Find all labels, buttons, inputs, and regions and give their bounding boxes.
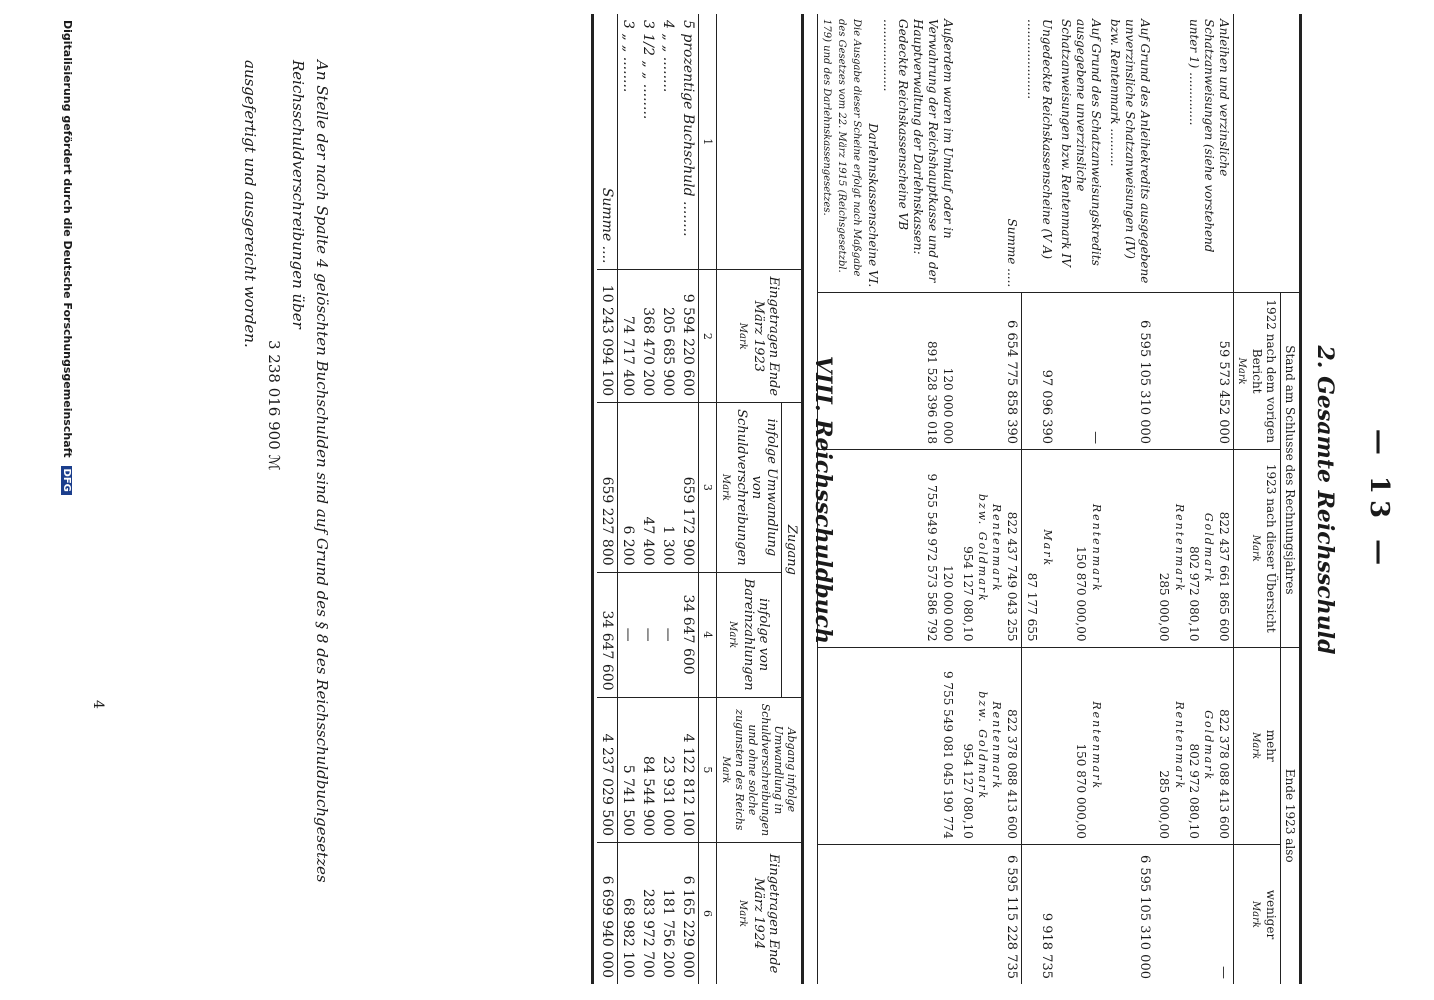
column-number: 2 xyxy=(699,270,717,403)
value-mehr xyxy=(1021,647,1055,844)
table-row xyxy=(1021,14,1055,984)
table-row xyxy=(1105,14,1154,984)
table-row xyxy=(658,14,678,984)
value-weniger: 9 918 735 xyxy=(1021,844,1055,984)
value-weniger: — xyxy=(1154,844,1234,984)
column-number: 3 xyxy=(699,403,717,573)
value-col3: 659 172 900 xyxy=(678,403,699,573)
reichsschuld-table xyxy=(817,14,1302,984)
value-weniger: 6 595 105 310 000 xyxy=(1105,844,1154,984)
value-col3: 6 200 xyxy=(618,403,639,573)
row-label: 4 „ „ ........ xyxy=(660,20,676,93)
closing-paragraph: An Stelle der nach Spalte 4 gelöschten Buchschulden sind auf Grund des § 8 des Reichsschuldbuchgesetzes Reichsschuldverschreibungen über 3 238 016 900 ℳ ausgefertigt und ausgereicht worden. xyxy=(241,60,331,883)
column-number: 5 xyxy=(699,697,717,842)
value-1922: 97 096 390 xyxy=(1021,293,1055,450)
value-mehr xyxy=(1056,647,1105,844)
extra-1923-line: 9 755 549 972 573 586 792 xyxy=(925,473,940,642)
row-label: 3 1/2 „ „ ........ xyxy=(640,20,656,120)
column-number: 6 xyxy=(699,843,717,984)
row-label: 5 prozentige Buchschuld ........ xyxy=(680,20,696,237)
value-1923-line: 822 437 661 865 600 xyxy=(1217,511,1231,642)
table-row xyxy=(1056,14,1105,984)
header-mehr: mehr Mark xyxy=(1234,647,1281,844)
sum-1923 xyxy=(957,450,1021,647)
value-col2: 205 685 900 xyxy=(658,270,678,403)
value-col6: 68 982 100 xyxy=(618,843,639,984)
value-1923 xyxy=(1021,450,1055,647)
value-col3: 1 300 xyxy=(658,403,678,573)
value-1923-line: Rentenmark xyxy=(1089,503,1103,593)
digitization-footer: Digitalisierung gefördert durch die Deutsche Forschungsgemeinschaft DFG xyxy=(61,20,74,495)
extra-row xyxy=(817,14,957,984)
value-col4: 34 647 600 xyxy=(678,572,699,697)
value-col6: 6 165 229 000 xyxy=(678,843,699,984)
sum-mehr-line: 954 127 080,10 xyxy=(960,743,975,839)
header-1923: 1923 nach dieser Übersicht Mark xyxy=(1234,450,1281,647)
reichsschuldbuch-table xyxy=(591,14,804,984)
value-1923-line: 150 870 000,00 xyxy=(1074,546,1089,642)
column-number: 4 xyxy=(699,572,717,697)
value-col4: — xyxy=(658,572,678,697)
value-mehr-line: 802 972 080,10 xyxy=(1187,743,1202,839)
value-1922: 6 595 105 310 000 xyxy=(1105,293,1154,450)
sum-label: Summe .... xyxy=(597,14,618,270)
table-row xyxy=(1154,14,1234,984)
row-label: Auf Grund des Anleihekredits ausgegebene unverzinsliche Schatzanweisungen (IV) bzw. Rentenmark .......... xyxy=(1107,19,1152,284)
value-col5: 5 741 500 xyxy=(618,697,639,842)
sum-weniger: 6 595 115 228 735 xyxy=(957,844,1021,984)
value-1923 xyxy=(1105,450,1154,647)
row-label: 3 „ „ ........ xyxy=(620,20,636,93)
row-label: Anleihen und verzinsliche Schatzanweisungen (siehe vorstehend unter 1) .............. xyxy=(1187,19,1231,253)
header-weniger: weniger Mark xyxy=(1234,844,1281,984)
table-row xyxy=(618,14,639,984)
value-mehr-line: 822 378 088 413 600 xyxy=(1217,709,1231,839)
page-number: — 13 — xyxy=(1364,428,1394,572)
value-col5: 4 122 812 100 xyxy=(678,697,699,842)
section-title-reichsschuldbuch: VIII. Reichsschuldbuch xyxy=(810,356,836,644)
sum-1923-line: 954 127 080,10 xyxy=(960,546,975,642)
value-mehr-line: Goldmark xyxy=(1202,710,1216,782)
sum-1923-line: 822 437 749 043 255 xyxy=(1004,511,1019,642)
value-1923-line: Rentenmark xyxy=(1172,503,1186,593)
column-number-row xyxy=(699,14,717,984)
value-1923-line: 87 177 655 xyxy=(1025,572,1040,642)
header-eingetragen-1923: Eingetragen Ende März 1923 Mark xyxy=(717,270,803,403)
header-zugang-bareinzahlungen: infolge von Bareinzahlungen Mark xyxy=(717,572,782,697)
extra-label: Außerdem waren im Umlauf oder in Verwahrung der Reichshauptkasse und der Hauptverwaltung der Darlehnskassen: Gedeckte Reichskassenscheine VB ................... Darlehnskassenscheine VI. Die Ausgabe dieser Scheine erfolgt nach Maßgabe des Gesetzes vom 22. März 1915 (Reichsgesetzbl. 179) und des Darlehnskassengesetzes. xyxy=(820,19,955,288)
row-label: Ungedeckte Reichskassenscheine (V A) ..................... xyxy=(1024,19,1054,259)
sum-mehr-line: bzw. Goldmark xyxy=(975,691,989,801)
value-1923 xyxy=(1154,450,1234,647)
value-1922: 59 573 452 000 xyxy=(1154,293,1234,450)
table-row xyxy=(638,14,658,984)
value-weniger xyxy=(1056,844,1105,984)
header-eingetragen-1924: Eingetragen Ende März 1924 Mark xyxy=(717,843,803,984)
value-mehr xyxy=(1154,647,1234,844)
value-col2: 9 594 220 600 xyxy=(678,270,699,403)
value-col4: — xyxy=(638,572,658,697)
sum-col5: 4 237 029 500 xyxy=(597,697,618,842)
sum-mehr-line: 822 378 088 413 600 xyxy=(1004,709,1019,839)
sum-col6: 6 699 940 000 xyxy=(597,843,618,984)
header-stand: Stand am Schlusse des Rechnungsjahres xyxy=(1281,293,1301,647)
value-mehr-line: 285 000,00 xyxy=(1157,770,1172,839)
extra-mehr xyxy=(817,647,957,844)
extra-1922-line: 891 528 396 018 xyxy=(925,341,940,445)
sum-1923-line: bzw. Goldmark xyxy=(975,493,989,603)
sum-row xyxy=(957,14,1021,984)
value-1923-line: 285 000,00 xyxy=(1157,572,1172,642)
section-title-gesamte-reichsschuld: 2. Gesamte Reichsschuld xyxy=(1312,345,1338,655)
extra-1922-line: 120 000 000 xyxy=(940,367,955,445)
table-row xyxy=(678,14,699,984)
value-1923 xyxy=(1056,450,1105,647)
header-zugang-umwandlung: infolge Umwandlung von Schuldverschreibungen Mark xyxy=(717,403,782,573)
sum-col2: 10 243 094 100 xyxy=(597,270,618,403)
value-1923-line: Goldmark xyxy=(1202,512,1216,584)
value-mehr xyxy=(1105,647,1154,844)
margin-mark: 4 xyxy=(90,700,106,709)
extra-mehr-line: 9 755 549 081 045 190 774 xyxy=(940,670,955,839)
value-col3: 47 400 xyxy=(638,403,658,573)
sum-col3: 659 227 800 xyxy=(597,403,618,573)
header-abgang: Abgang infolge Umwandlung in Schuldverschreibungen und ohne solche zugunsten des Reichs Mark xyxy=(717,697,803,842)
value-col6: 283 972 700 xyxy=(638,843,658,984)
sum-1923-line: Rentenmark xyxy=(990,503,1004,593)
sum-mehr-line: Rentenmark xyxy=(990,701,1004,791)
extra-note: Die Ausgabe dieser Scheine erfolgt nach Maßgabe des Gesetzes vom 22. März 1915 (Reichsgesetzbl. 179) und des Darlehnskassengesetzes. xyxy=(820,19,862,277)
column-number: 1 xyxy=(699,14,717,270)
sum-mehr xyxy=(957,647,1021,844)
header-zugang: Zugang xyxy=(782,403,803,698)
value-col5: 84 544 900 xyxy=(638,697,658,842)
sum-label: Summe ..... xyxy=(1005,218,1020,288)
value-mehr-line: 150 870 000,00 xyxy=(1074,743,1089,839)
paragraph-amount: 3 238 016 900 ℳ xyxy=(265,340,283,471)
value-col5: 23 931 000 xyxy=(658,697,678,842)
sum-row xyxy=(597,14,618,984)
value-col6: 181 756 200 xyxy=(658,843,678,984)
value-1923-line: 802 972 080,10 xyxy=(1187,546,1202,642)
sum-col4: 34 647 600 xyxy=(597,572,618,697)
value-col2: 74 717 400 xyxy=(618,270,639,403)
value-1922: — xyxy=(1056,293,1105,450)
sum-1922: 6 654 775 858 390 xyxy=(957,293,1021,450)
row-label: Auf Grund des Schatzanweisungskredits ausgegebene unverzinsliche Schatzanweisungen bzw. Rentenmark IV xyxy=(1058,19,1103,267)
value-mehr-line: Rentenmark xyxy=(1089,701,1103,791)
value-col2: 368 470 200 xyxy=(638,270,658,403)
header-1922: 1922 nach dem vorigen Bericht Mark xyxy=(1234,293,1281,450)
header-ende: Ende 1923 also xyxy=(1281,647,1301,984)
dfg-logo: DFG xyxy=(61,466,72,495)
value-mehr-line: Rentenmark xyxy=(1172,701,1186,791)
extra-1923 xyxy=(817,450,957,647)
value-col4: — xyxy=(618,572,639,697)
extra-1922 xyxy=(817,293,957,450)
extra-1923-line: 120 000 000 xyxy=(940,565,955,642)
value-1923-line: Mark xyxy=(1040,529,1054,568)
